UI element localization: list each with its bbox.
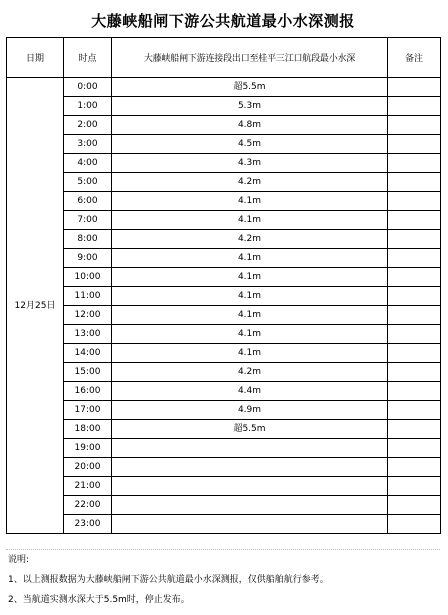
remark-cell: [388, 458, 441, 477]
remark-cell: [388, 97, 441, 116]
table-row: [7, 211, 441, 230]
time-cell: 21:00: [64, 477, 112, 496]
header-depth: 大藤峡船闸下游连接段出口至桂平三江口航段最小水深: [112, 38, 388, 78]
depth-cell: 4.1m: [112, 249, 388, 268]
time-cell: 8:00: [64, 230, 112, 249]
header-remark: 备注: [388, 38, 441, 78]
depth-cell: 4.2m: [112, 230, 388, 249]
time-cell: 1:00: [64, 97, 112, 116]
depth-cell: 4.8m: [112, 116, 388, 135]
date-cell: 12月25日: [7, 78, 64, 534]
table-row: [7, 78, 441, 97]
remark-cell: [388, 268, 441, 287]
time-cell: 2:00: [64, 116, 112, 135]
depth-cell: 4.2m: [112, 173, 388, 192]
time-cell: 6:00: [64, 192, 112, 211]
time-cell: 13:00: [64, 325, 112, 344]
table-row: [7, 249, 441, 268]
remark-cell: [388, 192, 441, 211]
table-row: [7, 135, 441, 154]
depth-cell: 4.1m: [112, 211, 388, 230]
table-row: [7, 268, 441, 287]
remark-cell: [388, 496, 441, 515]
table-row: [7, 116, 441, 135]
table-row: [7, 154, 441, 173]
table-row: [7, 382, 441, 401]
remark-cell: [388, 249, 441, 268]
depth-cell: 4.1m: [112, 306, 388, 325]
remark-cell: [388, 211, 441, 230]
time-cell: 0:00: [64, 78, 112, 97]
depth-cell: 超5.5m: [112, 78, 388, 97]
table-row: [7, 344, 441, 363]
depth-cell: 4.1m: [112, 287, 388, 306]
remark-cell: [388, 230, 441, 249]
notes-section: [6, 549, 440, 610]
depth-cell: [112, 458, 388, 477]
time-cell: 12:00: [64, 306, 112, 325]
time-cell: 15:00: [64, 363, 112, 382]
depth-cell: 5.3m: [112, 97, 388, 116]
notes-label: 说明:: [6, 549, 440, 570]
depth-cell: 4.9m: [112, 401, 388, 420]
remark-cell: [388, 382, 441, 401]
remark-cell: [388, 154, 441, 173]
depth-cell: [112, 515, 388, 534]
depth-cell: [112, 477, 388, 496]
page-title: 大藤峡船闸下游公共航道最小水深测报: [91, 12, 355, 30]
depth-cell: 4.2m: [112, 363, 388, 382]
table-row: [7, 306, 441, 325]
table-row: [7, 363, 441, 382]
table-row: [7, 401, 441, 420]
table-row: [7, 192, 441, 211]
depth-cell: 超5.5m: [112, 420, 388, 439]
table-row: [7, 477, 441, 496]
table-row: [7, 230, 441, 249]
table-header: [7, 38, 441, 78]
time-cell: 17:00: [64, 401, 112, 420]
time-cell: 14:00: [64, 344, 112, 363]
remark-cell: [388, 477, 441, 496]
depth-cell: 4.1m: [112, 268, 388, 287]
note-item-1: 1、以上测报数据为大藤峡船闸下游公共航道最小水深测报，仅供船舶航行参考。: [8, 575, 329, 585]
depth-cell: 4.1m: [112, 344, 388, 363]
remark-cell: [388, 135, 441, 154]
remark-cell: [388, 287, 441, 306]
table-row: [7, 496, 441, 515]
depth-report-table: [6, 37, 441, 534]
time-cell: 19:00: [64, 439, 112, 458]
remark-cell: [388, 116, 441, 135]
remark-cell: [388, 306, 441, 325]
table-body: [7, 78, 441, 534]
remark-cell: [388, 325, 441, 344]
time-cell: 23:00: [64, 515, 112, 534]
header-date: 日期: [7, 38, 64, 78]
remark-cell: [388, 439, 441, 458]
table-row: [7, 325, 441, 344]
note-item-2: 2、当航道实测水深大于5.5m时，停止发布。: [8, 595, 190, 605]
depth-cell: [112, 496, 388, 515]
table-row: [7, 458, 441, 477]
remark-cell: [388, 173, 441, 192]
depth-cell: 4.5m: [112, 135, 388, 154]
table-row: [7, 97, 441, 116]
depth-cell: 4.3m: [112, 154, 388, 173]
table-row: [7, 420, 441, 439]
time-cell: 9:00: [64, 249, 112, 268]
depth-cell: 4.4m: [112, 382, 388, 401]
time-cell: 5:00: [64, 173, 112, 192]
table-row: [7, 173, 441, 192]
time-cell: 16:00: [64, 382, 112, 401]
time-cell: 4:00: [64, 154, 112, 173]
table-row: [7, 287, 441, 306]
remark-cell: [388, 515, 441, 534]
depth-cell: 4.1m: [112, 192, 388, 211]
depth-cell: [112, 439, 388, 458]
remark-cell: [388, 401, 441, 420]
time-cell: 11:00: [64, 287, 112, 306]
depth-cell: 4.1m: [112, 325, 388, 344]
remark-cell: [388, 78, 441, 97]
time-cell: 22:00: [64, 496, 112, 515]
time-cell: 10:00: [64, 268, 112, 287]
table-row: [7, 515, 441, 534]
time-cell: 20:00: [64, 458, 112, 477]
header-time: 时点: [64, 38, 112, 78]
time-cell: 3:00: [64, 135, 112, 154]
remark-cell: [388, 363, 441, 382]
table-row: [7, 439, 441, 458]
time-cell: 18:00: [64, 420, 112, 439]
remark-cell: [388, 344, 441, 363]
remark-cell: [388, 420, 441, 439]
time-cell: 7:00: [64, 211, 112, 230]
